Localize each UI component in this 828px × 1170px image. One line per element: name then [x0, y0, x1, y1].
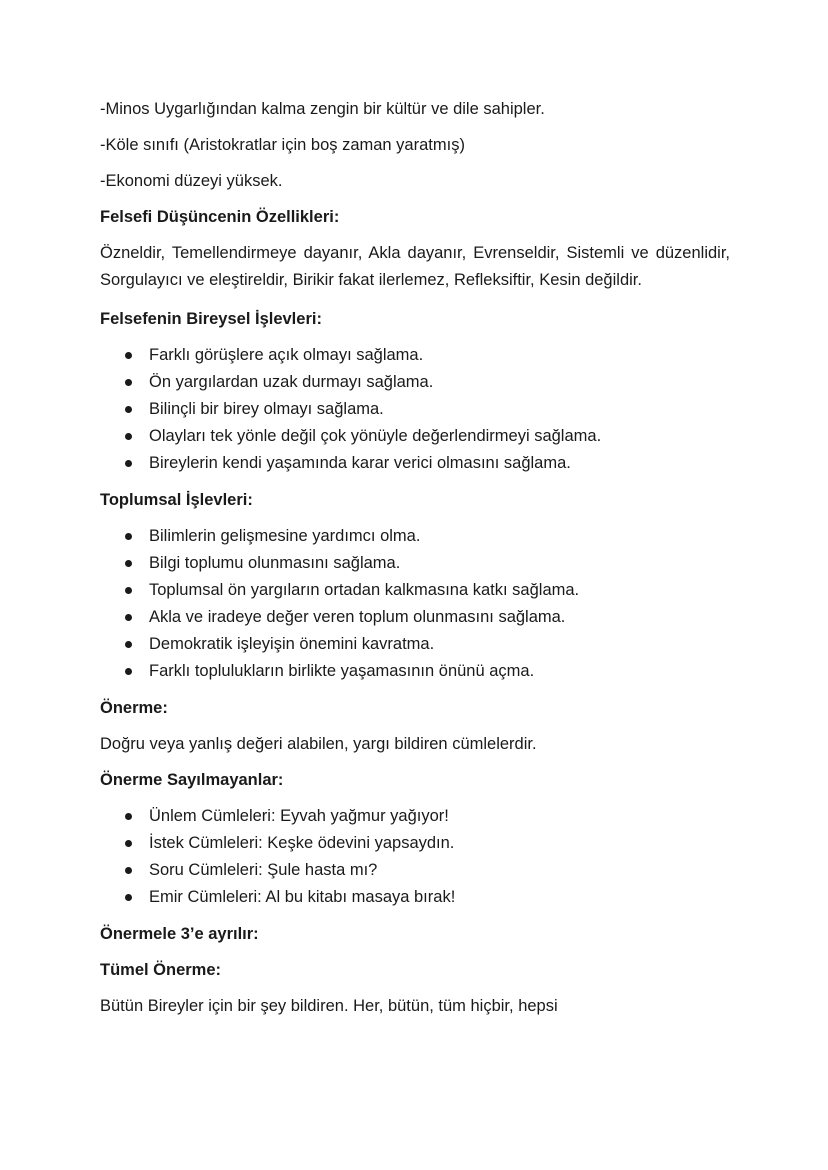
- list-item: [100, 631, 730, 658]
- social-functions-list: [100, 523, 730, 685]
- social-functions-heading: Toplumsal İşlevleri:: [100, 491, 253, 509]
- list-item-text: Bireylerin kendi yaşamında karar verici olmasını sağlama.: [149, 454, 571, 472]
- list-item-text: Ön yargılardan uzak durmayı sağlama.: [149, 373, 434, 391]
- list-item-text: Farklı toplulukların birlikte yaşamasının önünü açma.: [149, 662, 535, 680]
- list-item: [100, 369, 730, 396]
- list-item: [100, 550, 730, 577]
- bullet-icon: [125, 641, 132, 648]
- universal-proposition-text: Bütün Bireyler için bir şey bildiren. Her, bütün, tüm hiçbir, hepsi: [100, 997, 558, 1015]
- list-item: [100, 884, 730, 911]
- intro-line-2: -Köle sınıfı (Aristokratlar için boş zaman yaratmış): [100, 136, 465, 154]
- individual-functions-heading: Felsefenin Bireysel İşlevleri:: [100, 310, 322, 328]
- bullet-icon: [125, 533, 132, 540]
- list-item-text: İstek Cümleleri: Keşke ödevini yapsaydın.: [149, 834, 455, 852]
- bullet-icon: [125, 352, 132, 359]
- non-propositions-list: [100, 803, 730, 911]
- list-item: [100, 396, 730, 423]
- list-item: [100, 604, 730, 631]
- list-item: [100, 523, 730, 550]
- list-item: [100, 450, 730, 477]
- list-item-text: Akla ve iradeye değer veren toplum olunmasını sağlama.: [149, 608, 566, 626]
- list-item-text: Soru Cümleleri: Şule hasta mı?: [149, 861, 378, 879]
- list-item-text: Farklı görüşlere açık olmayı sağlama.: [149, 346, 424, 364]
- list-item: [100, 577, 730, 604]
- list-item-text: Bilgi toplumu olunmasını sağlama.: [149, 554, 401, 572]
- bullet-icon: [125, 406, 132, 413]
- list-item: [100, 423, 730, 450]
- bullet-icon: [125, 894, 132, 901]
- bullet-icon: [125, 560, 132, 567]
- universal-proposition-heading: Tümel Önerme:: [100, 961, 222, 979]
- bullet-icon: [125, 614, 132, 621]
- list-item-text: Bilimlerin gelişmesine yardımcı olma.: [149, 527, 421, 545]
- intro-line-3: -Ekonomi düzeyi yüksek.: [100, 172, 283, 190]
- list-item-text: Demokratik işleyişin önemini kavratma.: [149, 635, 435, 653]
- list-item-text: Toplumsal ön yargıların ortadan kalkmasına katkı sağlama.: [149, 581, 580, 599]
- list-item-text: Bilinçli bir birey olmayı sağlama.: [149, 400, 384, 418]
- list-item-text: Ünlem Cümleleri: Eyvah yağmur yağıyor!: [149, 807, 449, 825]
- list-item: [100, 342, 730, 369]
- list-item: [100, 658, 730, 685]
- proposition-heading: Önerme:: [100, 699, 168, 717]
- features-paragraph: Özneldir, Temellendirmeye dayanır, Akla dayanır, Evrenseldir, Sistemli ve düzenlidir, Sorgulayıcı ve eleştireldir, Birikir fakat ilerlemez, Refleksiftir, Kesin değildir.: [100, 244, 730, 289]
- intro-line-1: -Minos Uygarlığından kalma zengin bir kültür ve dile sahipler.: [100, 100, 545, 118]
- proposition-definition: Doğru veya yanlış değeri alabilen, yargı bildiren cümlelerdir.: [100, 735, 537, 753]
- document-content: [100, 96, 730, 1029]
- list-item: [100, 803, 730, 830]
- bullet-icon: [125, 840, 132, 847]
- non-propositions-heading: Önerme Sayılmayanlar:: [100, 771, 284, 789]
- list-item-text: Emir Cümleleri: Al bu kitabı masaya bırak!: [149, 888, 456, 906]
- features-heading: Felsefi Düşüncenin Özellikleri:: [100, 208, 340, 226]
- list-item: [100, 857, 730, 884]
- bullet-icon: [125, 668, 132, 675]
- list-item-text: Olayları tek yönle değil çok yönüyle değerlendirmeyi sağlama.: [149, 427, 602, 445]
- bullet-icon: [125, 587, 132, 594]
- list-item: [100, 830, 730, 857]
- individual-functions-list: [100, 342, 730, 477]
- bullet-icon: [125, 433, 132, 440]
- division-heading: Önermele 3’e ayrılır:: [100, 925, 259, 943]
- bullet-icon: [125, 813, 132, 820]
- bullet-icon: [125, 460, 132, 467]
- bullet-icon: [125, 379, 132, 386]
- bullet-icon: [125, 867, 132, 874]
